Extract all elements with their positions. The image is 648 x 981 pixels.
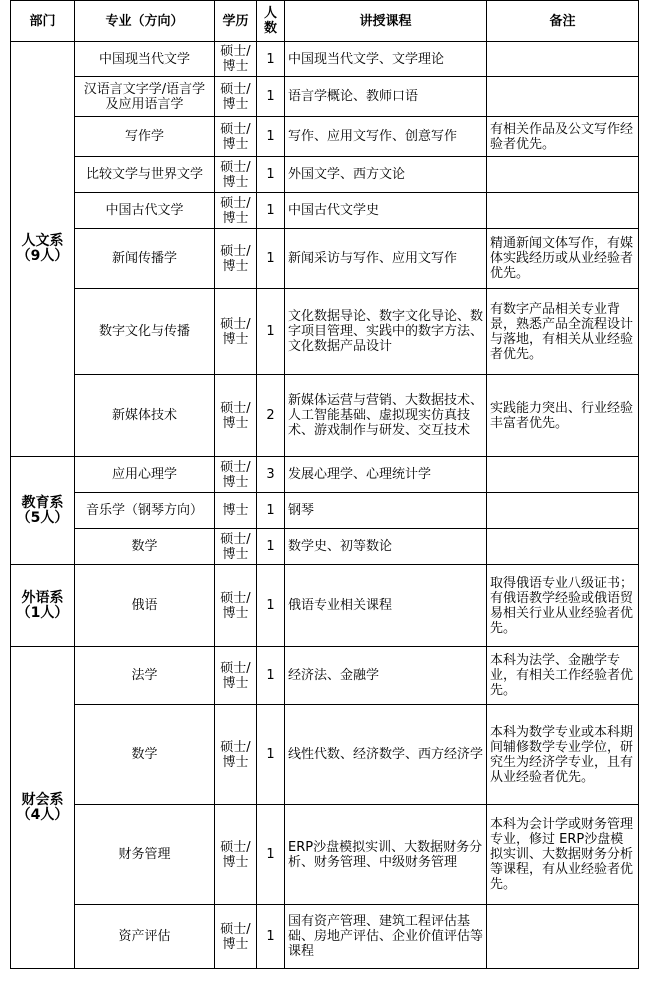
courses-cell: 经济法、金融学 bbox=[285, 647, 487, 705]
count-cell: 1 bbox=[257, 529, 285, 565]
count-cell: 1 bbox=[257, 705, 285, 805]
dept-count: （9人） bbox=[16, 248, 69, 264]
table-row bbox=[11, 117, 639, 157]
courses-cell: 语言学概论、教师口语 bbox=[285, 77, 487, 117]
courses-cell: 写作、应用文写作、创意写作 bbox=[285, 117, 487, 157]
degree-cell: 博士 bbox=[215, 493, 257, 529]
major-cell: 新闻传播学 bbox=[75, 229, 215, 289]
table-row bbox=[11, 193, 639, 229]
count-cell: 1 bbox=[257, 42, 285, 77]
table-row bbox=[11, 565, 639, 647]
header-note: 备注 bbox=[487, 1, 639, 42]
table-row bbox=[11, 705, 639, 805]
courses-cell: 新闻采访与写作、应用文写作 bbox=[285, 229, 487, 289]
courses-cell: 新媒体运营与营销、大数据技术、人工智能基础、虚拟现实仿真技术、游戏制作与研发、交互技术 bbox=[285, 375, 487, 457]
count-cell: 1 bbox=[257, 565, 285, 647]
note-cell: 实践能力突出、行业经验丰富者优先。 bbox=[487, 375, 639, 457]
dept-name: 教育系 bbox=[21, 494, 64, 511]
major-cell: 法学 bbox=[75, 647, 215, 705]
major-cell: 写作学 bbox=[75, 117, 215, 157]
note-cell bbox=[487, 77, 639, 117]
table-row bbox=[11, 289, 639, 375]
degree-cell: 硕士/博士 bbox=[215, 157, 257, 193]
table-row bbox=[11, 529, 639, 565]
degree-cell: 硕士/博士 bbox=[215, 529, 257, 565]
dept-cell-foreign-languages bbox=[11, 565, 75, 647]
dept-count: （4人） bbox=[16, 806, 69, 823]
dept-cell-education bbox=[11, 457, 75, 565]
courses-cell: 发展心理学、心理统计学 bbox=[285, 457, 487, 493]
note-cell: 精通新闻文体写作，有媒体实践经历或从业经验者优先。 bbox=[487, 229, 639, 289]
header-dept: 部门 bbox=[11, 1, 75, 42]
recruitment-table-container bbox=[10, 0, 638, 969]
table-row bbox=[11, 157, 639, 193]
count-cell: 2 bbox=[257, 375, 285, 457]
courses-cell: 钢琴 bbox=[285, 493, 487, 529]
major-cell: 中国古代文学 bbox=[75, 193, 215, 229]
table-row bbox=[11, 77, 639, 117]
count-cell: 3 bbox=[257, 457, 285, 493]
dept-cell-humanities bbox=[11, 42, 75, 457]
major-cell: 数学 bbox=[75, 705, 215, 805]
note-cell bbox=[487, 42, 639, 77]
note-cell bbox=[487, 493, 639, 529]
major-cell: 财务管理 bbox=[75, 805, 215, 905]
degree-cell: 硕士/博士 bbox=[215, 805, 257, 905]
degree-cell: 硕士/博士 bbox=[215, 905, 257, 969]
count-cell: 1 bbox=[257, 117, 285, 157]
major-cell: 资产评估 bbox=[75, 905, 215, 969]
count-cell: 1 bbox=[257, 157, 285, 193]
note-cell bbox=[487, 157, 639, 193]
degree-cell: 硕士/博士 bbox=[215, 565, 257, 647]
courses-cell: 外国文学、西方文论 bbox=[285, 157, 487, 193]
header-degree: 学历 bbox=[215, 1, 257, 42]
courses-cell: 线性代数、经济数学、西方经济学 bbox=[285, 705, 487, 805]
note-cell: 本科为法学、金融学专业，有相关工作经验者优先。 bbox=[487, 647, 639, 705]
table-row bbox=[11, 42, 639, 77]
header-major: 专业（方向） bbox=[75, 1, 215, 42]
note-cell bbox=[487, 905, 639, 969]
major-cell: 新媒体技术 bbox=[75, 375, 215, 457]
count-cell: 1 bbox=[257, 229, 285, 289]
major-cell: 中国现当代文学 bbox=[75, 42, 215, 77]
table-row bbox=[11, 493, 639, 529]
degree-cell: 硕士/博士 bbox=[215, 42, 257, 77]
count-cell: 1 bbox=[257, 289, 285, 375]
degree-cell: 硕士/博士 bbox=[215, 647, 257, 705]
courses-cell: 中国古代文学史 bbox=[285, 193, 487, 229]
dept-count: （1人） bbox=[16, 604, 69, 621]
dept-count: （5人） bbox=[16, 509, 69, 526]
count-cell: 1 bbox=[257, 77, 285, 117]
degree-cell: 硕士/博士 bbox=[215, 705, 257, 805]
note-cell bbox=[487, 529, 639, 565]
major-cell: 数字文化与传播 bbox=[75, 289, 215, 375]
dept-name: 财会系 bbox=[21, 791, 64, 808]
degree-cell: 硕士/博士 bbox=[215, 375, 257, 457]
note-cell: 本科为数学专业或本科期间辅修数学专业学位，研究生为经济学专业，且有从业经验者优先。 bbox=[487, 705, 639, 805]
courses-cell: 数学史、初等数论 bbox=[285, 529, 487, 565]
courses-cell: 文化数据导论、数字文化导论、数字项目管理、实践中的数字方法、文化数据产品设计 bbox=[285, 289, 487, 375]
table-row bbox=[11, 805, 639, 905]
courses-cell: 中国现当代文学、文学理论 bbox=[285, 42, 487, 77]
note-cell bbox=[487, 193, 639, 229]
recruitment-table bbox=[10, 0, 639, 969]
degree-cell: 硕士/博士 bbox=[215, 193, 257, 229]
count-cell: 1 bbox=[257, 805, 285, 905]
degree-cell: 硕士/博士 bbox=[215, 77, 257, 117]
header-count: 人数 bbox=[257, 1, 285, 42]
degree-cell: 硕士/博士 bbox=[215, 457, 257, 493]
table-row bbox=[11, 375, 639, 457]
header-courses: 讲授课程 bbox=[285, 1, 487, 42]
major-cell: 比较文学与世界文学 bbox=[75, 157, 215, 193]
note-cell bbox=[487, 457, 639, 493]
header-row bbox=[11, 1, 639, 42]
major-cell: 汉语言文字学/语言学及应用语言学 bbox=[75, 77, 215, 117]
note-cell: 有相关作品及公文写作经验者优先。 bbox=[487, 117, 639, 157]
note-cell: 本科为会计学或财务管理专业，修过 ERP沙盘模拟实训、大数据财务分析等课程，有从业经验者优先。 bbox=[487, 805, 639, 905]
degree-cell: 硕士/博士 bbox=[215, 229, 257, 289]
count-cell: 1 bbox=[257, 493, 285, 529]
courses-cell: 国有资产管理、建筑工程评估基础、房地产评估、企业价值评估等课程 bbox=[285, 905, 487, 969]
dept-name: 外语系 bbox=[21, 589, 64, 606]
major-cell: 音乐学（钢琴方向） bbox=[75, 493, 215, 529]
major-cell: 数学 bbox=[75, 529, 215, 565]
dept-cell-finance-accounting bbox=[11, 647, 75, 969]
count-cell: 1 bbox=[257, 193, 285, 229]
note-cell: 取得俄语专业八级证书；有俄语教学经验或俄语贸易相关行业从业经验者优先。 bbox=[487, 565, 639, 647]
count-cell: 1 bbox=[257, 905, 285, 969]
count-cell: 1 bbox=[257, 647, 285, 705]
dept-name: 人文系 bbox=[21, 233, 64, 249]
note-cell: 有数字产品相关专业背景，熟悉产品全流程设计与落地，有相关从业经验者优先。 bbox=[487, 289, 639, 375]
courses-cell: ERP沙盘模拟实训、大数据财务分析、财务管理、中级财务管理 bbox=[285, 805, 487, 905]
table-row bbox=[11, 905, 639, 969]
courses-cell: 俄语专业相关课程 bbox=[285, 565, 487, 647]
degree-cell: 硕士/博士 bbox=[215, 117, 257, 157]
degree-cell: 硕士/博士 bbox=[215, 289, 257, 375]
major-cell: 俄语 bbox=[75, 565, 215, 647]
table-row bbox=[11, 647, 639, 705]
major-cell: 应用心理学 bbox=[75, 457, 215, 493]
table-row bbox=[11, 457, 639, 493]
table-row bbox=[11, 229, 639, 289]
